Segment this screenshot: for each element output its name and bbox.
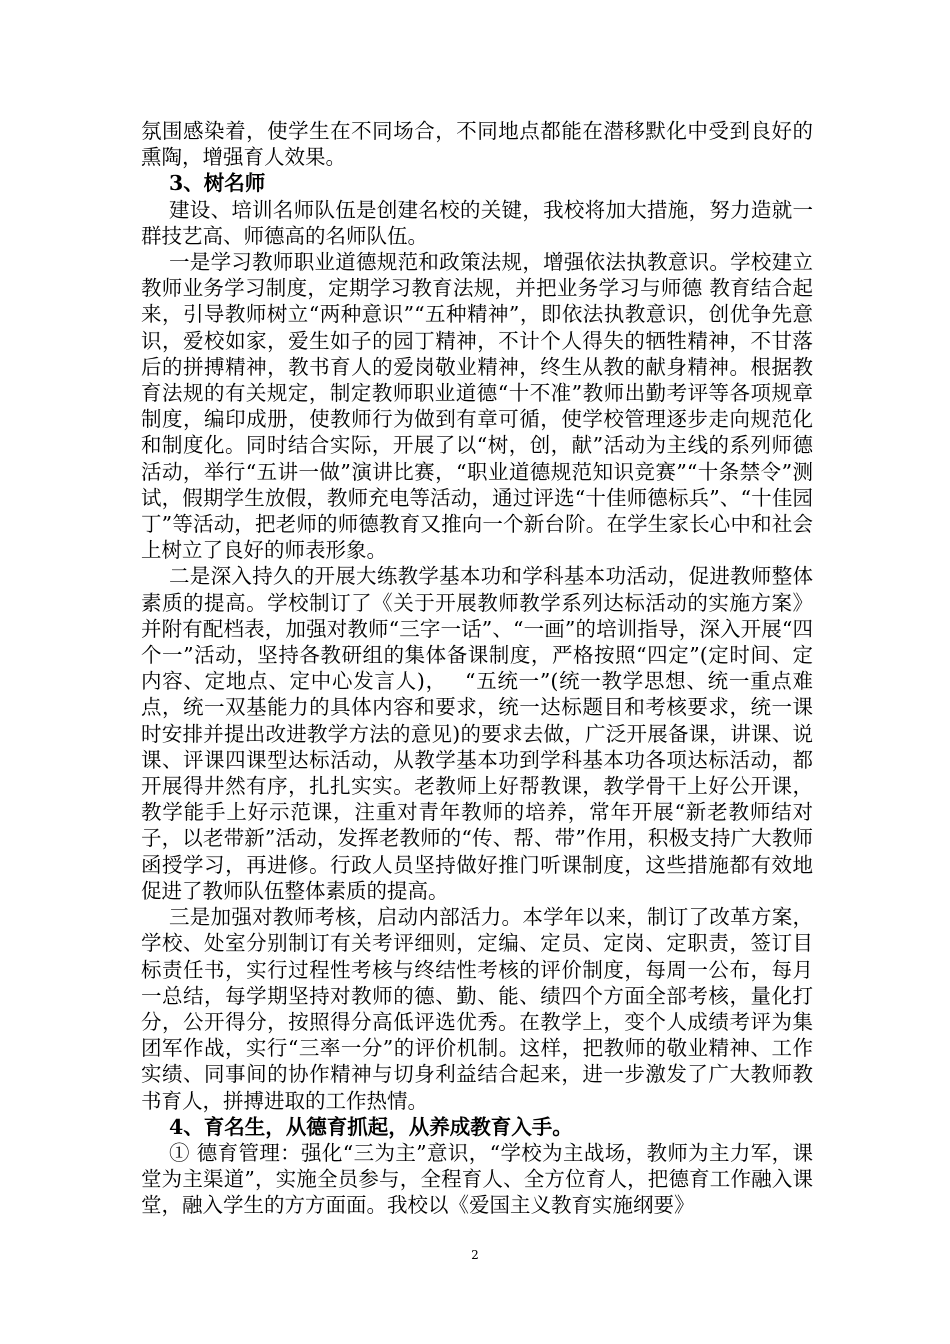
document-body — [141, 118, 813, 1219]
paragraph-point-three: 三是加强对教师考核，启动内部活力。本学年以来，制订了改革方案，学校、处室分别制订有关考评细则，定编、定员、定岗、定职责，签订目标责任书，实行过程性考核与终结性考核的评价制度，每周一公布，每月一总结，每学期坚持对教师的德、勤、能、绩四个方面全部考核，量化打分，公开得分，按照得分高低评选优秀。在教学上，变个人成绩考评为集团军作战，实行“三率一分”的评价机制。这样，把教师的敬业精神、工作实绩、同事间的协作精神与切身利益结合起来，进一步激发了广大教师教书育人，拼搏进取的工作热情。 — [141, 905, 813, 1113]
section-heading-4: 4、育名生，从德育抓起，从养成教育入手。 — [169, 1114, 573, 1139]
page-number: 2 — [471, 1248, 479, 1262]
paragraph-point-one: 一是学习教师职业道德规范和政策法规，增强依法执教意识。学校建立教师业务学习制度，定期学习教育法规，并把业务学习与师德 教育结合起来，引导教师树立“两种意识”“五种精神”，即依法执教意识，创优争先意识，爱校如家，爱生如子的园丁精神，不计个人得失的牺牲精神，不甘落后的拼搏精神，教书育人的爱岗敬业精神，终生从教的献身精神。根据教育法规的有关规定，制定教师职业道德“十不准”教师出勤考评等各项规章制度，编印成册，使教师行为做到有章可循，使学校管理逐步走向规范化和制度化。同时结合实际，开展了以“树，创，献”活动为主线的系列师德活动，举行“五讲一做”演讲比赛，“职业道德规范知识竞赛”“十条禁令”测试，假期学生放假，教师充电等活动，通过评选“十佳师德标兵”、“十佳园丁”等活动，把老师的师德教育又推向一个新台阶。在学生家长心中和社会上树立了良好的师表形象。 — [141, 250, 813, 563]
paragraph-moral-management: ① 德育管理：强化“三为主”意识，“学校为主战场，教师为主力军，课堂为主渠道”，实施全员参与，全程育人、全方位育人，把德育工作融入课堂，融入学生的方方面面。我校以《爱国主义教育实施纲要》 — [141, 1140, 813, 1218]
paragraph-continuation: 氛围感染着，使学生在不同场合，不同地点都能在潜移默化中受到良好的熏陶，增强育人效果。 — [141, 119, 813, 170]
paragraph-point-two: 二是深入持久的开展大练教学基本功和学科基本功活动，促进教师整体素质的提高。学校制订了《关于开展教师教学系列达标活动的实施方案》并附有配档表，加强对教师“三字一话”、“一画”的培训指导，深入开展“四个一”活动，坚持各教研组的集体备课制度，严格按照“四定”(定时间、定内容、定地点、定中心发言人)， “五统一”(统一教学思想、统一重点难点，统一双基能力的具体内容和要求，统一达标题目和考核要求，统一课时安排并提出改进教学方法的意见)的要求去做，广泛开展备课，讲课、说课、评课四课型达标活动，从教学基本功到学科基本功各项达标活动，都开展得井然有序，扎扎实实。老教师上好帮教课，教学骨干上好公开课，教学能手上好示范课，注重对青年教师的培养，常年开展“新老教师结对子，以老带新”活动，发挥老教师的“传、帮、带”作用，积极支持广大教师函授学习，再进修。行政人员坚持做好推门听课制度，这些措施都有效地促进了教师队伍整体素质的提高。 — [141, 564, 813, 903]
paragraph-intro: 建设、培训名师队伍是创建名校的关键，我校将加大措施，努力造就一群技艺高、师德高的名师队伍。 — [141, 197, 813, 248]
section-heading-3: 3、树名师 — [169, 171, 266, 196]
